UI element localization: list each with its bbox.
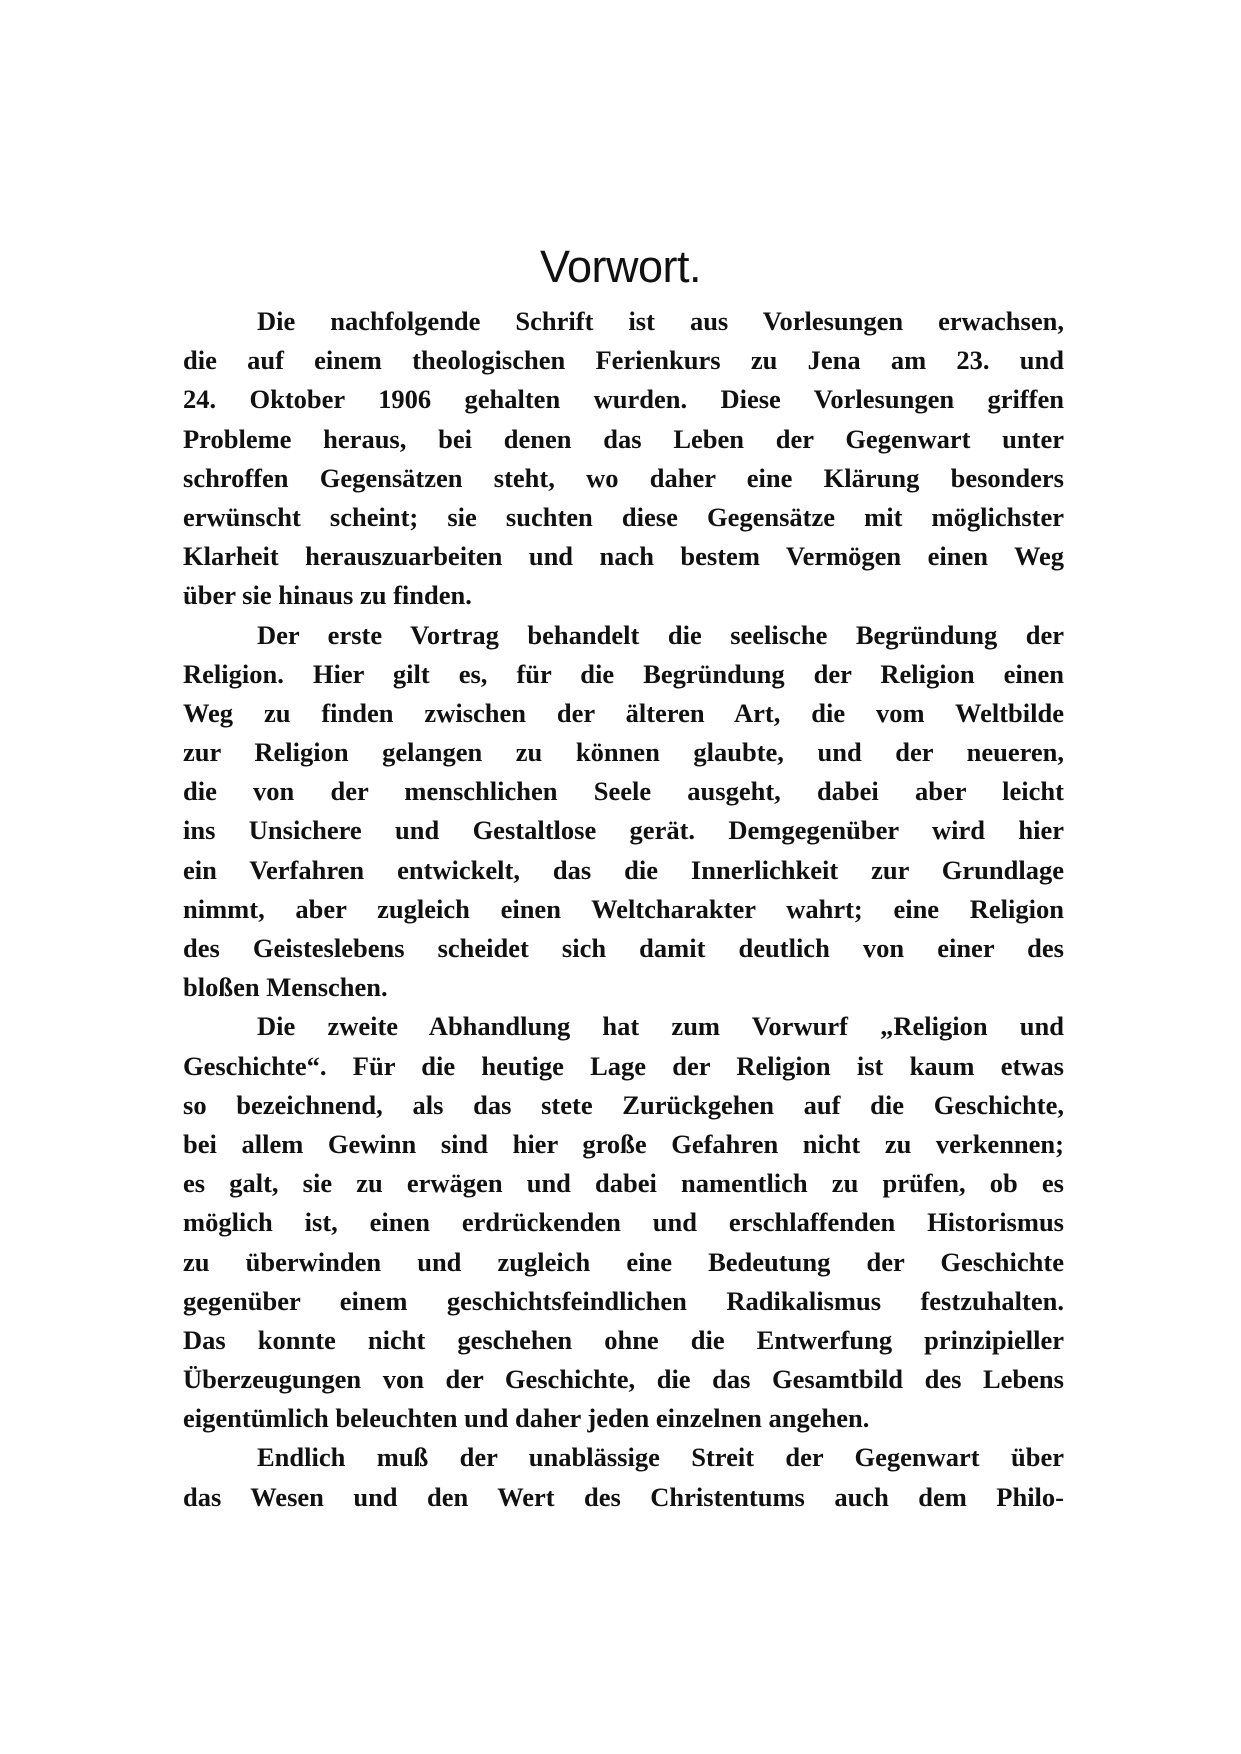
text-line: Endlich muß der unablässige Streit der Gegenwart über: [257, 1442, 1064, 1473]
text-line: Geschichte“. Für die heutige Lage der Religion ist kaum etwas: [183, 1050, 1064, 1081]
text-line: Religion. Hier gilt es, für die Begründung der Religion einen: [183, 658, 1064, 689]
text-line: schroffen Gegensätzen steht, wo daher eine Klärung besonders: [183, 462, 1064, 493]
text-line: ein Verfahren entwickelt, das die Innerlichkeit zur Grundlage: [183, 854, 1064, 885]
text-line: Überzeugungen von der Geschichte, die das Gesamtbild des Lebens: [183, 1364, 1064, 1395]
text-line: Probleme heraus, bei denen das Leben der Gegenwart unter: [183, 423, 1064, 454]
text-line: zur Religion gelangen zu können glaubte, und der neueren,: [183, 737, 1064, 768]
paragraph-3: [183, 1007, 1064, 1438]
text-line: 24. Oktober 1906 gehalten wurden. Diese Vorlesungen griffen: [183, 384, 1064, 415]
text-line: Weg zu finden zwischen der älteren Art, die vom Weltbilde: [183, 697, 1064, 728]
text-line: es galt, sie zu erwägen und dabei namentlich zu prüfen, ob es: [183, 1168, 1064, 1199]
text-line: Die nachfolgende Schrift ist aus Vorlesungen erwachsen,: [257, 306, 1064, 336]
foreword-text: [183, 302, 1064, 1517]
text-line: die von der menschlichen Seele ausgeht, dabei aber leicht: [183, 776, 1064, 807]
text-line: Der erste Vortrag behandelt die seelische Begründung der: [257, 619, 1064, 650]
text-line: möglich ist, einen erdrückenden und erschlaffenden Historismus: [183, 1207, 1064, 1238]
text-line: bloßen Menschen.: [183, 972, 388, 1003]
text-line: Die zweite Abhandlung hat zum Vorwurf „Religion und: [257, 1011, 1064, 1042]
text-line: eigentümlich beleuchten und daher jeden einzelnen angehen.: [183, 1403, 870, 1434]
text-line: Das konnte nicht geschehen ohne die Entwerfung prinzipieller: [183, 1324, 1064, 1355]
text-line: über sie hinaus zu finden.: [183, 580, 472, 611]
paragraph-2: [183, 616, 1064, 1008]
text-line: so bezeichnend, als das stete Zurückgehen auf die Geschichte,: [183, 1089, 1064, 1120]
text-line: das Wesen und den Wert des Christentums auch dem Philo-: [183, 1481, 1064, 1512]
text-line: Klarheit herauszuarbeiten und nach bestem Vermögen einen Weg: [183, 541, 1064, 572]
text-line: erwünscht scheint; sie suchten diese Gegensätze mit möglichster: [183, 501, 1064, 532]
text-line: die auf einem theologischen Ferienkurs zu Jena am 23. und: [183, 345, 1064, 376]
text-line: gegenüber einem geschichtsfeindlichen Radikalismus festzuhalten.: [183, 1285, 1064, 1316]
text-line: ins Unsichere und Gestaltlose gerät. Demgegenüber wird hier: [183, 815, 1064, 846]
text-line: des Geisteslebens scheidet sich damit deutlich von einer des: [183, 933, 1064, 963]
page-title: Vorwort.: [539, 241, 702, 293]
text-line: bei allem Gewinn sind hier große Gefahren nicht zu verkennen;: [183, 1128, 1064, 1159]
paragraph-4: [183, 1438, 1064, 1516]
paragraph-1: [183, 302, 1064, 616]
text-line: zu überwinden und zugleich eine Bedeutung der Geschichte: [183, 1246, 1064, 1277]
text-line: nimmt, aber zugleich einen Weltcharakter wahrt; eine Religion: [183, 893, 1064, 924]
